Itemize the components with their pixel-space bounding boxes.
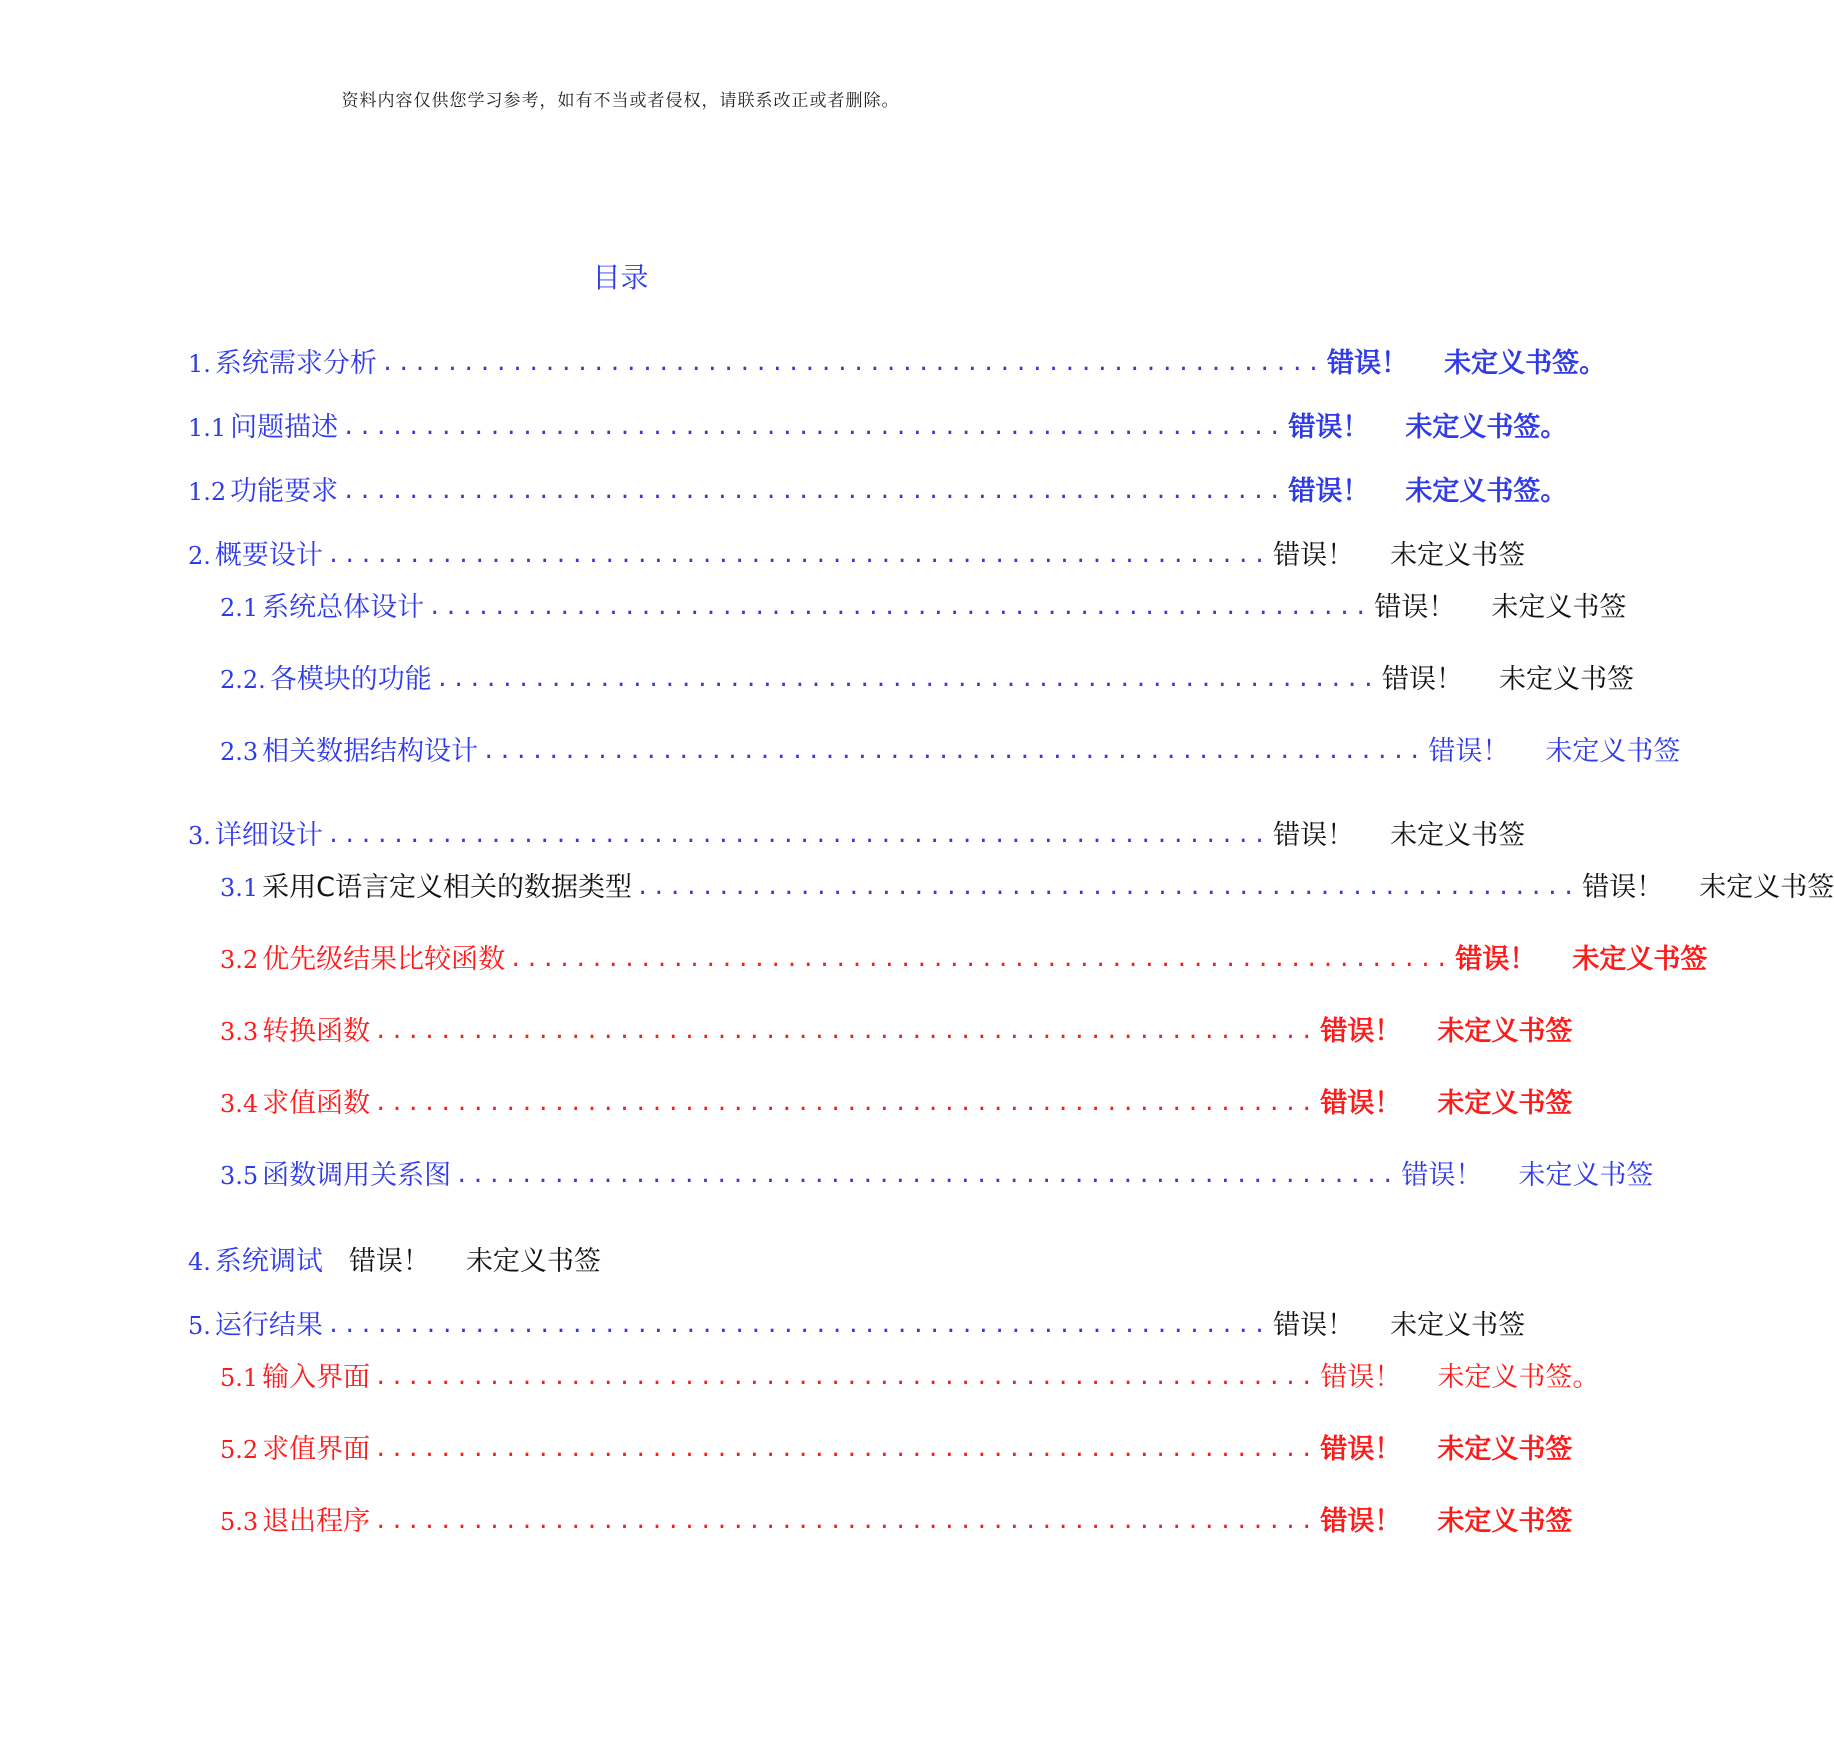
error-text: 错误！	[1320, 1088, 1402, 1119]
toc-entry-title: 功能要求	[230, 476, 339, 507]
toc-entry-2-3[interactable]	[220, 732, 1681, 772]
toc-entry-page-ref	[1428, 732, 1680, 772]
dot-leader: ..........................................................	[509, 947, 1452, 972]
error-text: 错误！	[1455, 944, 1537, 975]
toc-entry-title: 系统需求分析	[214, 348, 377, 379]
toc-entry-title: 各模块的功能	[269, 664, 432, 695]
error-text: 错误！	[1382, 664, 1464, 695]
toc-entry-number: 3.4	[220, 1090, 259, 1118]
dot-leader: ..........................................................	[374, 1437, 1317, 1462]
bookmark-message: 未定义书签。	[1405, 476, 1568, 507]
bookmark-message: 未定义书签	[1390, 820, 1526, 851]
toc-entry-page-ref	[1382, 660, 1634, 700]
toc-entry-3-1[interactable]	[220, 868, 1834, 908]
toc-entry-page-ref	[1582, 868, 1834, 908]
toc-entry-number: 2.3	[220, 738, 259, 766]
bookmark-message: 未定义书签	[1491, 592, 1627, 623]
toc-entry-title: 求值函数	[262, 1088, 371, 1119]
bookmark-message: 未定义书签	[1499, 664, 1635, 695]
toc-entry-title: 优先级结果比较函数	[262, 944, 506, 975]
toc-entry-page-ref	[1455, 940, 1707, 980]
bookmark-message: 未定义书签	[1699, 872, 1834, 903]
dot-leader: ..........................................................	[342, 479, 1285, 504]
bookmark-message: 未定义书签	[1572, 944, 1708, 975]
toc-entry-page-ref	[1374, 588, 1626, 628]
toc-entry-number: 2.	[188, 542, 211, 570]
toc-entry-5-1[interactable]	[220, 1358, 1600, 1398]
error-text: 错误！	[1273, 820, 1355, 851]
error-text: 错误！	[1320, 1434, 1402, 1465]
toc-entry-title: 输入界面	[262, 1362, 371, 1393]
bookmark-message: 未定义书签	[1545, 736, 1681, 767]
toc-entry-number: 3.5	[220, 1162, 259, 1190]
toc-entry-5-3[interactable]	[220, 1502, 1573, 1542]
bookmark-message: 未定义书签。	[1444, 348, 1607, 379]
error-text: 错误！	[1320, 1016, 1402, 1047]
toc-entry-page-ref	[349, 1242, 601, 1282]
toc-entry-title: 运行结果	[214, 1310, 323, 1341]
toc-entry-page-ref	[1273, 816, 1525, 856]
error-text: 错误！	[1320, 1506, 1402, 1537]
toc-entry-3-2[interactable]	[220, 940, 1708, 980]
dot-leader: ..........................................................	[428, 595, 1371, 620]
toc-entry-title: 函数调用关系图	[262, 1160, 452, 1191]
bookmark-message: 未定义书签	[1437, 1434, 1573, 1465]
toc-entry-title: 转换函数	[262, 1016, 371, 1047]
toc-entry-title: 问题描述	[230, 412, 339, 443]
bookmark-message: 未定义书签	[465, 1246, 601, 1277]
bookmark-message: 未定义书签	[1437, 1506, 1573, 1537]
error-text: 错误！	[1327, 348, 1409, 379]
toc-entry-3-4[interactable]	[220, 1084, 1573, 1124]
toc-title: 目录	[592, 261, 649, 294]
dot-leader: ..........................................................	[374, 1091, 1317, 1116]
toc-entry-number: 3.	[188, 822, 211, 850]
toc-entry-2-1[interactable]	[220, 588, 1627, 628]
toc-entry-3-5[interactable]	[220, 1156, 1654, 1196]
toc-entry-3[interactable]	[188, 816, 1526, 856]
toc-entry-5-2[interactable]	[220, 1430, 1573, 1470]
toc-entry-1-2[interactable]	[188, 472, 1568, 512]
dot-leader: ..........................................................	[374, 1365, 1317, 1390]
error-text: 错误！	[1288, 412, 1370, 443]
dot-leader: ..........................................................	[482, 739, 1425, 764]
toc-entry-number: 3.1	[220, 874, 259, 902]
dot-leader: ..........................................................	[455, 1163, 1398, 1188]
toc-entry-1[interactable]	[188, 344, 1607, 384]
error-text: 错误！	[1320, 1362, 1402, 1393]
toc-entry-page-ref	[1401, 1156, 1653, 1196]
dot-leader: ..........................................................	[374, 1509, 1317, 1534]
toc-entry-page-ref	[1320, 1430, 1572, 1470]
toc-entry-2[interactable]	[188, 536, 1526, 576]
toc-entry-number: 4.	[188, 1248, 211, 1276]
toc-entry-number: 3.2	[220, 946, 259, 974]
bookmark-message: 未定义书签	[1390, 1310, 1526, 1341]
toc-entry-2-2[interactable]	[220, 660, 1635, 700]
error-text: 错误！	[1288, 476, 1370, 507]
bookmark-message: 未定义书签。	[1437, 1362, 1600, 1393]
toc-entry-page-ref	[1288, 472, 1567, 512]
error-text: 错误！	[1273, 540, 1355, 571]
toc-entry-page-ref	[1273, 536, 1525, 576]
toc-entry-page-ref	[1327, 344, 1606, 384]
error-text: 错误！	[1273, 1310, 1355, 1341]
toc-entry-title: 系统调试	[214, 1246, 323, 1277]
toc-entry-number: 1.	[188, 350, 211, 378]
bookmark-message: 未定义书签	[1390, 540, 1526, 571]
toc-entry-title: 详细设计	[214, 820, 323, 851]
dot-leader: ..........................................................	[374, 1019, 1317, 1044]
toc-entry-number: 5.1	[220, 1364, 259, 1392]
dot-leader: ..........................................................	[326, 543, 1270, 568]
header-notice: 资料内容仅供您学习参考，如有不当或者侵权，请联系改正或者删除。	[341, 91, 900, 111]
dot-leader: ..........................................................	[636, 875, 1579, 900]
error-text: 错误！	[348, 1246, 430, 1277]
toc-entry-4[interactable]	[188, 1242, 601, 1282]
bookmark-message: 未定义书签	[1518, 1160, 1654, 1191]
toc-entry-page-ref	[1320, 1358, 1599, 1398]
bookmark-message: 未定义书签。	[1405, 412, 1568, 443]
dot-leader: ..........................................................	[326, 1313, 1270, 1338]
error-text: 错误！	[1582, 872, 1664, 903]
toc-entry-number: 5.	[188, 1312, 211, 1340]
toc-entry-1-1[interactable]	[188, 408, 1568, 448]
error-text: 错误！	[1428, 736, 1510, 767]
toc-entry-title: 系统总体设计	[262, 592, 425, 623]
dot-leader: ..........................................................	[435, 667, 1379, 692]
bookmark-message: 未定义书签	[1437, 1088, 1573, 1119]
toc-entry-title: 求值界面	[262, 1434, 371, 1465]
toc-entry-number: 5.3	[220, 1508, 259, 1536]
toc-entry-number: 1.2	[188, 478, 227, 506]
toc-entry-title: 采用C语言定义相关的数据类型	[262, 872, 633, 903]
toc-entry-title: 退出程序	[262, 1506, 371, 1537]
error-text: 错误！	[1374, 592, 1456, 623]
toc-entry-page-ref	[1320, 1084, 1572, 1124]
toc-entry-number: 2.2.	[220, 666, 266, 694]
toc-entry-3-3[interactable]	[220, 1012, 1573, 1052]
bookmark-message: 未定义书签	[1437, 1016, 1573, 1047]
toc-entry-number: 2.1	[220, 594, 259, 622]
toc-entry-title: 相关数据结构设计	[262, 736, 479, 767]
toc-entry-number: 3.3	[220, 1018, 259, 1046]
toc-entry-5[interactable]	[188, 1306, 1526, 1346]
dot-leader: ..........................................................	[326, 823, 1270, 848]
toc-entry-number: 5.2	[220, 1436, 259, 1464]
dot-leader: ..........................................................	[380, 351, 1324, 376]
error-text: 错误！	[1401, 1160, 1483, 1191]
toc-entry-number: 1.1	[188, 414, 227, 442]
toc-entry-page-ref	[1273, 1306, 1525, 1346]
toc-entry-page-ref	[1320, 1502, 1572, 1542]
dot-leader: ..........................................................	[342, 415, 1285, 440]
toc-entry-page-ref	[1320, 1012, 1572, 1052]
toc-entry-page-ref	[1288, 408, 1567, 448]
toc-entry-title: 概要设计	[214, 540, 323, 571]
